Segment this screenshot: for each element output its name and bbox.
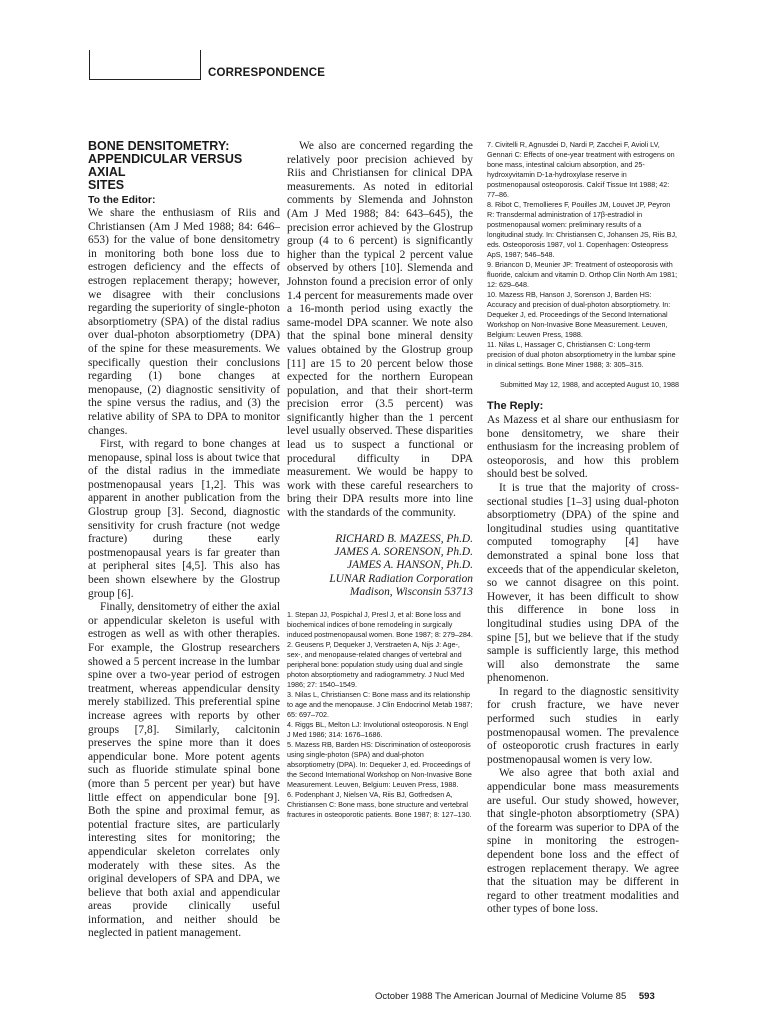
column-3 <box>487 140 679 917</box>
reference-item: 2. Geusens P, Dequeker J, Verstraeten A, Nijs J: Age-, sex-, and menopause-related changes of vertebral and peripheral bone: population study using dual and single photon absorptiometry and radiogrammetry. J Nucl Med 1986; 27: 1540–1549. <box>287 639 465 689</box>
footer-date: October 1988 <box>375 991 433 1002</box>
reference-item: 1. Stepan JJ, Pospichal J, Presl J, et al: Bone loss and biochemical indices of bone remodeling in surgically induced postmenopausal women. Bone 1987; 8: 279–284. <box>287 609 473 639</box>
reference-item: 3. Nilas L, Christiansen C: Bone mass and its relationship to age and the menopause. J Clin Endocrinol Metab 1987; 65: 697–702. <box>287 689 473 719</box>
reference-item: 6. Podenphant J, Nielsen VA, Riis BJ, Gotfredsen A, Christiansen C: Bone mass, bone structure and vertebral fractures in osteoporotic patients. Bone 1987; 8: 127–130. <box>287 789 472 819</box>
reply-paragraph-4: We also agree that both axial and appendicular bone mass measurements are useful. Our study showed, however, that single-photon absorptiometry (SPA) of the forearm was superior to DPA of the spine in monitoring the estrogen-dependent bone loss and the effect of estrogen replacement therapy. We agree that the situation may be different in regard to other treatment modalities and other types of bone loss. <box>487 767 679 916</box>
reply-paragraph-2: It is true that the majority of cross-sectional studies [1–3] using dual-photon absorptiometry (DPA) of the spine and longitudinal studies using quantitative computed tomography [4] have demonstrated a spinal bone loss that exceeds that of the appendicular skeleton, so we cannot disagree on this point. However, it has been difficult to show this difference in bone loss in longitudinal studies using DPA of the spine [5], but we believe that if the study sample is sufficiently large, this method will also demonstrate the same phenomenon. <box>487 481 679 685</box>
header-rule-box <box>89 50 201 80</box>
letter-paragraph-2: First, with regard to bone changes at menopause, spinal loss is about twice that of the distal radius in the immediate postmenopausal years [1,2]. This was apparent in another publication from the Glostrup group [3]. Second, diagnostic sensitivity for crush fracture (not wedge fracture) during these early postmenopausal years is far greater than at peripheral sites [4,5]. This also has been shown elsewhere by the Glostrup group [6]. <box>88 438 280 600</box>
salutation: To the Editor: <box>88 194 156 206</box>
footer-volume: Volume 85 <box>581 991 627 1002</box>
signature-location: Madison, Wisconsin 53713 <box>349 586 473 599</box>
reference-list <box>287 610 473 820</box>
page-number: 593 <box>638 991 655 1002</box>
footer-journal: The American Journal of Medicine <box>435 991 579 1002</box>
reply-paragraph-3: In regard to the diagnostic sensitivity for crush fracture, we have never performed such studies in early postmenopausal women. The prevalence of osteoporotic crush fractures in early postmenopausal women is very low. <box>487 685 679 766</box>
reference-item: 10. Mazess RB, Hanson J, Sorenson J, Barden HS: Accuracy and precision of dual-photon absorptiometry. In: Dequeker J, ed. Proceedings of the Second International Workshop on Non-Invasive Bone Measurement. Leuven, Belgium: Leuven Press, 1988. <box>487 290 671 339</box>
submission-note: Submitted May 12, 1988, and accepted August 10, 1988 <box>499 380 679 389</box>
signature-author-2: JAMES A. SORENSON, Ph.D. <box>334 546 473 559</box>
reply-paragraph-1: As Mazess et al share our enthusiasm for bone densitometry, we share their enthusiasm for the increasing problem of osteoporosis, and how this problem should best be solved. <box>487 414 679 481</box>
letter-paragraph-4: We also are concerned regarding the relatively poor precision achieved by Riis and Christiansen for clinical DPA measurements. As noted in editorial comments by Slemenda and Johnston (Am J Med 1988; 84: 643–645), the precision error achieved by the Glostrup group (4 to 6 percent) is significantly higher than the typical 2 percent value observed by others [10]. Slemenda and Johnston found a precision error of only 1.4 percent for measurements made over a 16-month period using exactly the same-model DPA scanner. We note also that the spinal bone mineral density values obtained by the Glostrup group [11] are 15 to 20 percent below those expected for the northern European population, and that their short-term precision error (3.5 percent) was significantly higher than the 1 percent level usually observed. These disparities lead us to suspect a functional or procedural difficulty in DPA measurement. We would be happy to work with these careful researchers to bring their DPA results more into line with the standards of the community. <box>287 140 473 520</box>
signature-block <box>287 533 473 600</box>
signature-author-3: JAMES A. HANSON, Ph.D. <box>346 559 473 572</box>
reference-item: 9. Briancon D, Meunier JP: Treatment of osteoporosis with fluoride, calcium and vitamin D. Orthop Clin North Am 1981; 12: 629–648. <box>487 260 678 289</box>
reference-list-continued <box>487 140 679 370</box>
column-2 <box>287 140 473 820</box>
signature-author-1: RICHARD B. MAZESS, Ph.D. <box>335 532 473 545</box>
letter-paragraph-1: We share the enthusiasm of Riis and Christiansen (Am J Med 1988; 84: 646–653) for the value of bone densitometry in monitoring both bone loss due to estrogen deficiency and the effects of estrogen replacement therapy; however, we disagree with their conclusions regarding the superiority of single-photon absorptiometry (SPA) of the distal radius over dual-photon absorptiometry (DPA) of the spine for these measurements. We specifically question their conclusions regarding (1) bone changes at menopause, (2) diagnostic sensitivity of the spine versus the radius, and (3) the relative ability of SPA to DPA to monitor changes. <box>88 207 280 437</box>
letter-paragraph-3: Finally, densitometry of either the axial or appendicular skeleton is useful with estrogen as well as with other therapies. For example, the Glostrup researchers showed a 5 percent increase in the lumbar spine over a two-year period of estrogen treatment, whereas appendicular density merely stabilized. This preferential spine increase agrees with reports by other groups [7,8]. Similarly, calcitonin preserves the spine more than it does appendicular bone. More potent agents such as fluoride stimulate spinal bone (more than 5 percent per year) but have little effect on appendicular bone [9]. Both the spine and proximal femur, as potential fracture sites, are particularly interesting sites for monitoring; the appendicular skeleton correlates only moderately with these sites. As the original developers of SPA and DPA, we believe that both axial and appendicular areas provide clinically useful information, and neither should be neglected in patient management. <box>88 601 280 940</box>
letter-title <box>88 140 280 192</box>
reference-item: 5. Mazess RB, Barden HS: Discrimination of osteoporosis using single-photon (SPA) and dual-photon absorptiometry (DPA). In: Dequeker J, ed. Proceedings of the Second International Workshop on Non-Invasive Bone Measurement. Leuven, Belgium: Leuven Press, 1988. <box>287 739 472 789</box>
reference-item: 8. Ribot C, Tremollieres F, Pouilles JM, Louvet JP, Peyron R: Transdermal administration of 17β-estradiol in postmenopausal women: preliminary results of a longitudinal study. In: Christiansen C, Johansen JS, Riis BJ, eds. Osteoporosis 1987, vol 1. Copenhagen: Osteopress ApS, 1987; 546–548. <box>487 200 678 259</box>
reply-title: The Reply: <box>487 400 544 412</box>
title-line-1: BONE DENSITOMETRY: <box>88 139 230 153</box>
reference-item: 11. Nilas L, Hassager C, Christiansen C: Long-term precision of dual photon absorptiometry in the lumbar spine in clinical settings. Bone Miner 1988; 3: 305–315. <box>487 340 676 369</box>
page-footer <box>375 991 655 1002</box>
reference-item: 7. Civitelli R, Agnusdei D, Nardi P, Zacchei F, Avioli LV, Gennari C: Effects of one-year treatment with estrogens on bone mass, intestinal calcium absorption, and 25-hydroxyvitamin D-1a-hydroxylase reserve in postmenopausal osteoporosis. Calcif Tissue Int 1988; 42: 77–86. <box>487 140 675 199</box>
title-line-3: SITES <box>88 178 125 192</box>
column-1 <box>88 140 280 941</box>
title-line-2: APPENDICULAR VERSUS AXIAL <box>88 152 243 179</box>
signature-affiliation: LUNAR Radiation Corporation <box>329 572 473 585</box>
section-header: CORRESPONDENCE <box>208 67 326 79</box>
reference-item: 4. Riggs BL, Melton LJ: Involutional osteoporosis. N Engl J Med 1986; 314: 1676–1686. <box>287 719 468 739</box>
